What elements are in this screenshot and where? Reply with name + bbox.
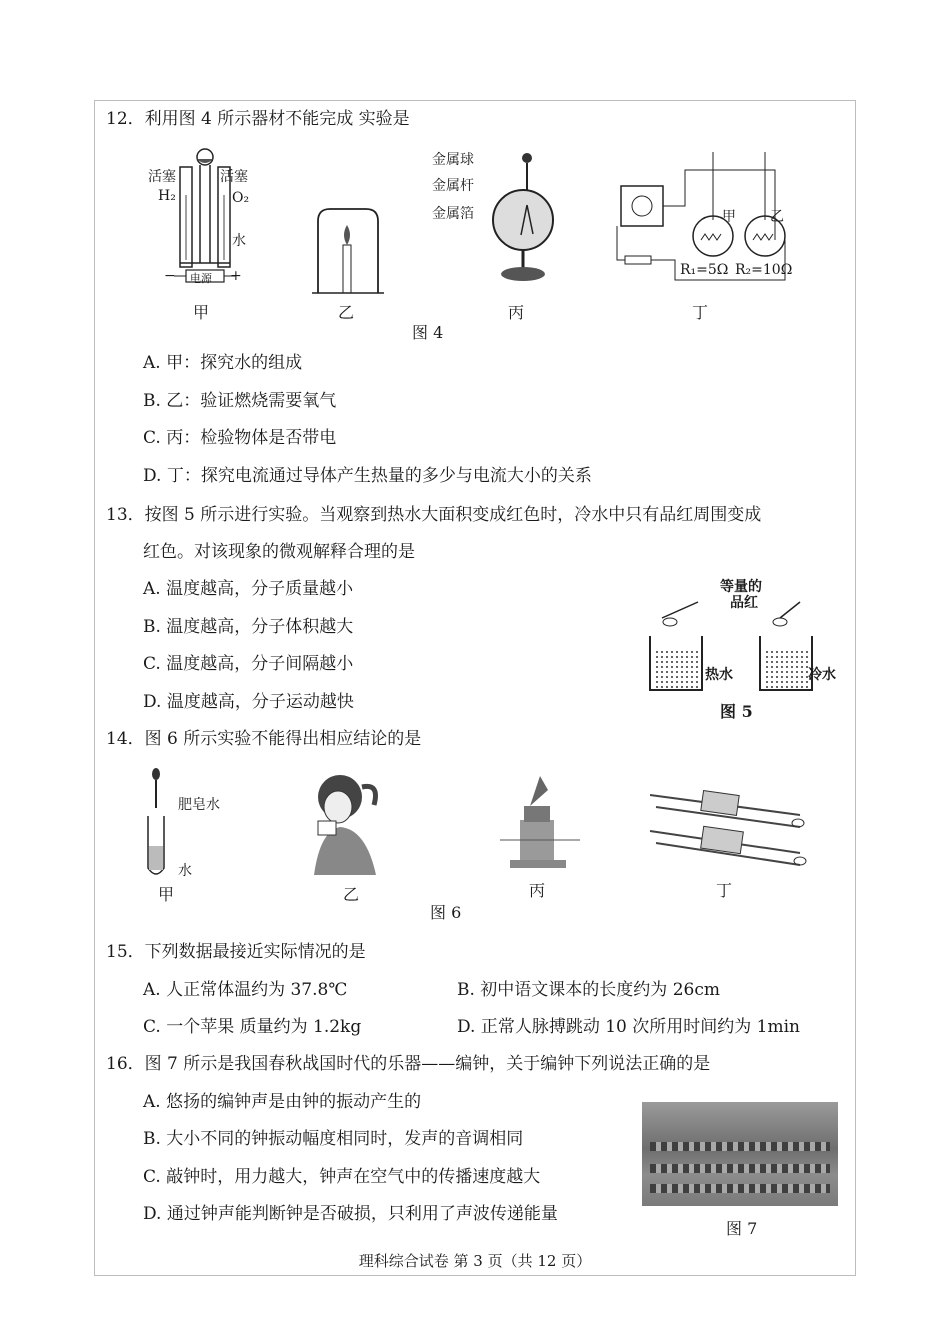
q13-option-c: C. 温度越高，分子间隔越小 [143,654,354,674]
q14-stem: 14．图 6 所示实验不能得出相应结论的是 [106,729,422,749]
tube-water-label: 水 [178,863,192,879]
water-label: 水 [232,233,246,249]
fig4-sub-yi: 乙 [338,303,355,322]
figure4-caption: 图 4 [412,323,444,342]
fig5-label-equal: 等量的 [720,579,762,595]
bell-jar-candle [312,205,384,297]
page-footer: 理科综合试卷 第 3 页（共 12 页） [358,1252,592,1270]
hot-water-label: 热水 [705,667,733,683]
minus-label: − [164,268,176,284]
q15-option-c: C. 一个苹果 质量约为 1.2kg [143,1017,362,1037]
metal-foil-label: 金属箔 [432,206,474,222]
r2-label: R₂=10Ω [735,262,793,278]
r1-label: R₁=5Ω [680,262,729,278]
q15-stem: 15．下列数据最接近实际情况的是 [106,942,366,962]
valve-left-label: 活塞 [148,169,176,185]
fig5-label-pinkred: 品红 [730,595,758,611]
electroscope [485,150,555,290]
q13-option-b: B. 温度越高，分子体积越大 [143,617,354,637]
fig4-sub-bing: 丙 [508,303,525,322]
q16-option-d: D. 通过钟声能判断钟是否破损，只利用了声波传递能量 [143,1204,558,1224]
fig4-sub-ding: 丁 [692,303,709,322]
girl-reading-illustration [300,765,390,877]
power-label: 电源 [190,272,212,285]
fig6-sub-bing: 丙 [529,881,546,900]
q13-stem-line1: 13．按图 5 所示进行实验。当观察到热水大面积变成红色时，冷水中只有品红周围变成 [106,505,762,525]
heating-apparatus [500,770,580,885]
q12-option-d: D. 丁：探究电流通过导体产生热量的多少与电流大小的关系 [143,466,592,486]
q15-option-b: B. 初中语文课本的长度约为 26cm [457,980,720,1000]
q15-option-d: D. 正常人脉搏跳动 10 次所用时间约为 1min [457,1017,800,1037]
soap-water-label: 肥皂水 [178,797,220,813]
q12-option-c: C. 丙：检验物体是否带电 [143,428,337,448]
q13-option-d: D. 温度越高，分子运动越快 [143,692,354,712]
q12-option-b: B. 乙：验证燃烧需要氧气 [143,391,337,411]
metal-rod-label: 金属杆 [432,178,474,194]
q12-option-a: A. 甲：探究水的组成 [143,353,303,373]
q16-option-c: C. 敲钟时，用力越大，钟声在空气中的传播速度越大 [143,1167,541,1187]
q16-option-a: A. 悠扬的编钟声是由钟的振动产生的 [143,1092,422,1112]
cold-water-label: 冷水 [808,667,836,683]
blocks-on-rails [650,775,810,875]
fig6-sub-yi: 乙 [343,885,360,904]
fig4-sub-jia: 甲 [193,303,210,322]
flask-yi-label: 乙 [770,209,784,225]
valve-right-label: 活塞 [220,169,248,185]
h2-label: H₂ [158,188,176,204]
figure6-caption: 图 6 [430,903,462,922]
flask-jia-label: 甲 [722,209,736,225]
fig6-sub-ding: 丁 [716,881,733,900]
q13-option-a: A. 温度越高，分子质量越小 [143,579,354,599]
o2-label: O₂ [232,190,250,206]
fig6-sub-jia: 甲 [158,885,175,904]
q15-option-a: A. 人正常体温约为 37.8℃ [143,980,348,1000]
figure7-caption: 图 7 [726,1219,758,1238]
figure5-caption: 图 5 [720,702,753,721]
q16-option-b: B. 大小不同的钟振动幅度相同时，发声的音调相同 [143,1129,524,1149]
metal-ball-label: 金属球 [432,152,474,168]
plus-label: + [230,268,242,284]
q13-stem-line2: 红色。对该现象的微观解释合理的是 [143,542,415,562]
q16-stem: 16．图 7 所示是我国春秋战国时代的乐器——编钟，关于编钟下列说法正确的是 [106,1054,711,1074]
bianzhong-photo [642,1102,838,1206]
q12-stem: 12．利用图 4 所示器材不能完成 实验是 [106,109,410,129]
